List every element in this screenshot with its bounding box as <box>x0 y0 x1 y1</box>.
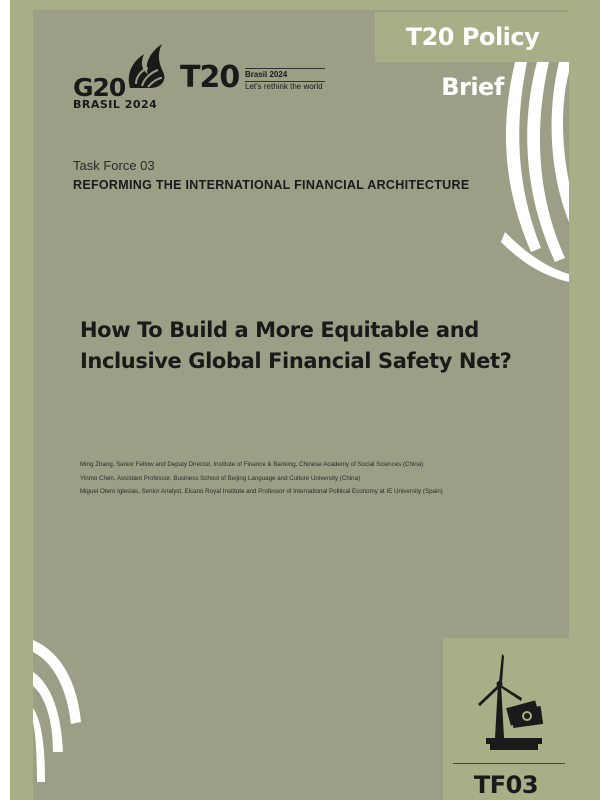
white-stripes-icon <box>495 62 569 292</box>
author-entry: Yinmo Chen, Assistant Professor, Business School of Beijing Language and Culture University (China) <box>80 474 361 482</box>
wind-turbine-money-icon <box>478 654 548 754</box>
brief-title-line: Inclusive Global Financial Safety Net? <box>80 349 512 373</box>
brief-title-line: How To Build a More Equitable and <box>80 318 479 342</box>
author-entry: Miguel Otero Iglesias, Senior Analyst, Elcano Royal Institute and Professor of International Political Economy at IE University (Spain) <box>80 488 443 495</box>
task-force-title: REFORMING THE INTERNATIONAL FINANCIAL ARCHITECTURE <box>73 178 470 192</box>
policy-brief-badge: T20 Policy Brief <box>375 12 570 62</box>
white-stripes-icon <box>33 632 93 800</box>
t20-tagline: Let's rethink the world <box>245 82 323 91</box>
brief-title <box>80 315 520 377</box>
t20-divider <box>245 68 325 69</box>
t20-logo <box>180 62 340 102</box>
g20-flame-icon <box>122 40 167 90</box>
author-entry: Ming Zhang, Senior Fellow and Deputy Director, Institute of Finance & Banking, Chinese Academy of Social Sciences (China) <box>80 461 424 468</box>
panel-divider <box>453 763 565 764</box>
g20-logo-subtitle: BRASIL 2024 <box>73 98 158 111</box>
t20-logo-text: T20 <box>180 60 240 95</box>
author-list <box>80 458 550 499</box>
task-force-label: Task Force 03 <box>73 158 155 173</box>
g20-logo-text: G20 <box>73 73 126 102</box>
g20-logo <box>70 40 180 110</box>
task-force-code: TF03 <box>473 771 539 799</box>
t20-brasil-label: Brasil 2024 <box>245 70 288 79</box>
task-force-panel <box>443 638 569 800</box>
